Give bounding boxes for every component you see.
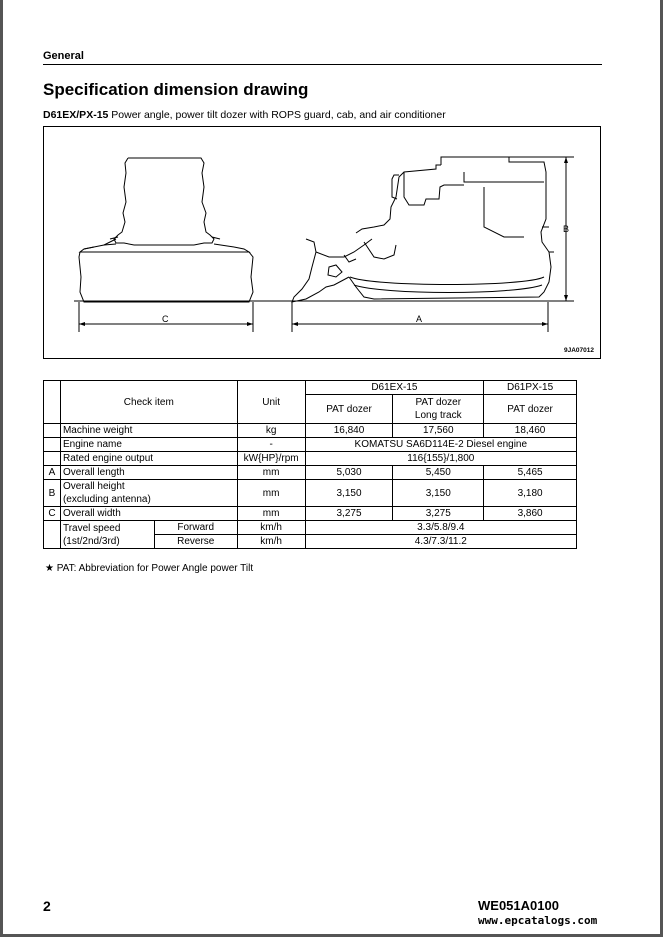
unit-header: Unit xyxy=(237,381,305,424)
row-code xyxy=(44,521,61,549)
row-unit: kg xyxy=(237,424,305,438)
table-row xyxy=(44,466,577,480)
travel-speed-line-2: (1st/2nd/3rd) xyxy=(62,535,120,547)
row-unit: kW{HP}/rpm xyxy=(237,452,305,466)
row-value-3: 3,860 xyxy=(484,507,577,521)
page-number: 2 xyxy=(43,898,51,914)
row-unit: mm xyxy=(237,466,305,480)
row-value-3: 18,460 xyxy=(484,424,577,438)
row-item: Rated engine output xyxy=(60,452,237,466)
table-row xyxy=(44,438,577,452)
table-row xyxy=(44,507,577,521)
row-item: Overall width xyxy=(60,507,237,521)
page-title: Specification dimension drawing xyxy=(43,80,309,99)
sub-pat-long-header xyxy=(393,395,484,424)
page-subtitle xyxy=(43,109,446,121)
row-item: Overall length xyxy=(60,466,237,480)
travel-reverse-label: Reverse xyxy=(154,535,237,549)
specification-table xyxy=(43,380,577,549)
row-code: C xyxy=(44,507,61,521)
check-item-header: Check item xyxy=(60,381,237,424)
dozer-drawing-svg xyxy=(44,127,600,358)
table-row xyxy=(44,424,577,438)
section-rule xyxy=(43,64,602,65)
row-item: Machine weight xyxy=(60,424,237,438)
row-unit: - xyxy=(237,438,305,452)
row-value-2: 3,150 xyxy=(393,480,484,507)
travel-forward-label: Forward xyxy=(154,521,237,535)
model-ex-header: D61EX-15 xyxy=(305,381,484,395)
row-value-1: 5,030 xyxy=(305,466,393,480)
subtitle-model: D61EX/PX-15 xyxy=(43,109,109,121)
row-unit: mm xyxy=(237,507,305,521)
figure-code: 9JA07012 xyxy=(564,347,594,354)
row-value-1: 3,150 xyxy=(305,480,393,507)
travel-speed-item xyxy=(60,521,154,549)
subtitle-text: Power angle, power tilt dozer with ROPS guard, cab, and air conditioner xyxy=(108,109,446,121)
table-row xyxy=(44,480,577,507)
code-header-cell xyxy=(44,381,61,424)
travel-forward-value: 3.3/5.8/9.4 xyxy=(305,521,576,535)
model-px-header: D61PX-15 xyxy=(484,381,577,395)
row-code xyxy=(44,424,61,438)
dimension-b-label: B xyxy=(563,224,570,234)
row-value-1: 16,840 xyxy=(305,424,393,438)
travel-reverse-unit: km/h xyxy=(237,535,305,549)
row-value-2: 3,275 xyxy=(393,507,484,521)
travel-reverse-value: 4.3/7.3/11.2 xyxy=(305,535,576,549)
row-value-2: 17,560 xyxy=(393,424,484,438)
row-item-line-1: Overall height xyxy=(62,481,125,492)
row-code: B xyxy=(44,480,61,507)
section-header: General xyxy=(43,50,84,62)
sub-pat-long-line-2: Long track xyxy=(414,410,462,421)
document-code: WE051A0100 xyxy=(478,898,559,913)
front-view xyxy=(79,158,253,302)
row-value-1: 3,275 xyxy=(305,507,393,521)
watermark: www.epcatalogs.com xyxy=(478,914,598,927)
table-row xyxy=(44,452,577,466)
dimension-c-label: C xyxy=(162,314,169,324)
row-code xyxy=(44,452,61,466)
sub-pat-px-header: PAT dozer xyxy=(484,395,577,424)
sub-pat-long-line-1: PAT dozer xyxy=(415,397,462,408)
travel-forward-unit: km/h xyxy=(237,521,305,535)
row-unit: mm xyxy=(237,480,305,507)
row-value-3: 5,465 xyxy=(484,466,577,480)
row-value-2: 5,450 xyxy=(393,466,484,480)
row-item: Engine name xyxy=(60,438,237,452)
row-code xyxy=(44,438,61,452)
row-code: A xyxy=(44,466,61,480)
row-item-line-2: (excluding antenna) xyxy=(62,494,151,505)
row-value-3: 3,180 xyxy=(484,480,577,507)
table-row xyxy=(44,521,577,535)
table-header-row xyxy=(44,381,577,395)
travel-speed-line-1: Travel speed xyxy=(62,522,121,534)
row-item xyxy=(60,480,237,507)
page-border-left xyxy=(0,0,3,937)
sub-pat-header: PAT dozer xyxy=(305,395,393,424)
row-merged-value: KOMATSU SA6D114E-2 Diesel engine xyxy=(305,438,576,452)
side-view xyxy=(292,157,554,302)
table-footnote: ★ PAT: Abbreviation for Power Angle power Tilt xyxy=(45,563,254,574)
dimension-drawing xyxy=(43,126,601,359)
dimension-a-label: A xyxy=(416,314,423,324)
row-merged-value: 116{155}/1,800 xyxy=(305,452,576,466)
